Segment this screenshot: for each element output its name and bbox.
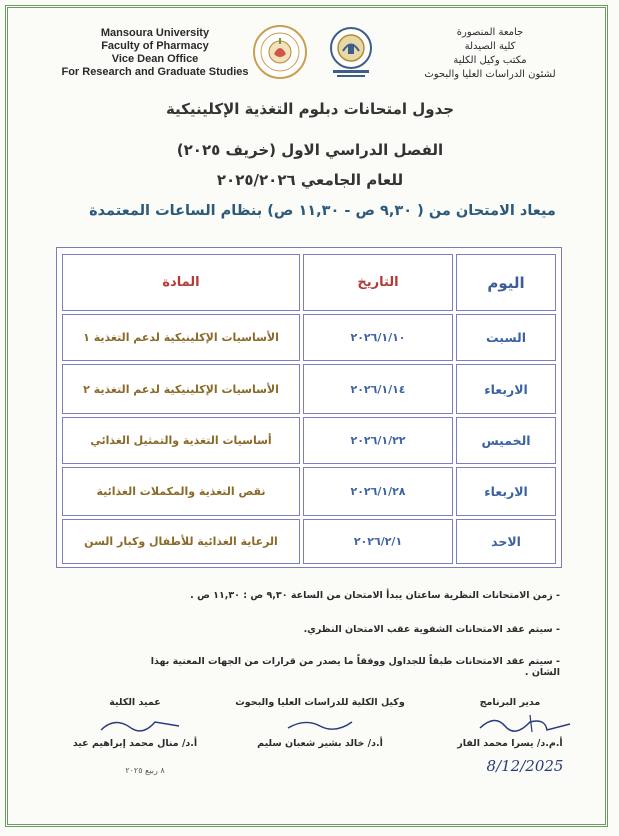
header-english bbox=[60, 27, 250, 79]
doc-title: جدول امتحانات دبلوم التغذية الإكلينيكية bbox=[165, 100, 455, 118]
cell-day: الاربعاء bbox=[456, 364, 556, 414]
signature-name-program-director: أ.م.د/ يسرا محمد الفار bbox=[457, 738, 563, 749]
signature-name-dean: أ.د/ منال محمد إبراهيم عيد bbox=[72, 738, 198, 749]
table-header-row bbox=[62, 254, 556, 311]
header-date: التاريخ bbox=[303, 254, 453, 311]
table-row bbox=[62, 519, 556, 564]
handwritten-note: ٨ ربيع ٢٠٢٥ bbox=[125, 766, 165, 775]
signature-scribble bbox=[95, 712, 185, 736]
handwritten-date: 8/12/2025 bbox=[486, 757, 564, 775]
table-row bbox=[62, 417, 556, 464]
table-row bbox=[62, 467, 556, 516]
note-item: - زمن الامتحانات النظرية ساعتان يبدأ الامتحان من الساعة ٩,٣٠ ص : ١١,٣٠ ص . bbox=[190, 590, 560, 601]
cell-date: ٢٠٢٦/١/١٤ bbox=[303, 364, 453, 414]
cell-subject: أساسيات التغذية والتمثيل الغذائي bbox=[62, 417, 300, 464]
header-subject: المادة bbox=[62, 254, 300, 311]
header-en-line: Mansoura University bbox=[100, 27, 210, 39]
signature-title-vice-dean: وكيل الكلية للدراسات العليا والبحوث bbox=[235, 697, 405, 708]
header-ar-line: مكتب وكيل الكلية bbox=[453, 55, 527, 66]
signature-title-program-director: مدير البرنامج bbox=[479, 697, 541, 708]
header-en-line: Faculty of Pharmacy bbox=[101, 40, 209, 52]
header-ar-line: كلية الصيدلة bbox=[464, 41, 516, 52]
cell-date: ٢٠٢٦/١/١٠ bbox=[303, 314, 453, 361]
cell-day: الاربعاء bbox=[456, 467, 556, 516]
header-ar-line: جامعة المنصورة bbox=[456, 27, 524, 38]
header-en-line: Vice Dean Office bbox=[111, 53, 199, 65]
signature-name-vice-dean: أ.د/ خالد بشير شعبان سليم bbox=[257, 738, 383, 749]
note-item: - سيتم عقد الامتحانات الشفوية عقب الامتحان النظري. bbox=[303, 624, 560, 635]
header-en-line: For Research and Graduate Studies bbox=[61, 66, 249, 78]
note-item: - سيتم عقد الامتحانات طبقاً للجداول ووفقاً ما يصدر من قرارات من الجهات المعنية بهذا الشان . bbox=[150, 656, 560, 678]
cell-subject: الأساسيات الإكلينيكية لدعم التغذية ٢ bbox=[62, 364, 300, 414]
table-row bbox=[62, 314, 556, 361]
cell-day: الاحد bbox=[456, 519, 556, 564]
exam-time: ميعاد الامتحان من ( ٩,٣٠ ص - ١١,٣٠ ص) بنظام الساعات المعتمدة bbox=[89, 203, 556, 219]
exam-schedule-table bbox=[56, 247, 562, 568]
signature-scribble bbox=[475, 710, 575, 736]
cell-day: السبت bbox=[456, 314, 556, 361]
cell-subject: الأساسيات الإكلينيكية لدعم التغذية ١ bbox=[62, 314, 300, 361]
society-logo bbox=[252, 24, 308, 80]
semester-title: الفصل الدراسي الاول (خريف ٢٠٢٥) bbox=[176, 141, 444, 159]
faculty-logo bbox=[323, 24, 379, 80]
header-arabic bbox=[420, 26, 560, 82]
signature-scribble bbox=[280, 712, 360, 736]
cell-date: ٢٠٢٦/٢/١ bbox=[303, 519, 453, 564]
header-ar-line: لشئون الدراسات العليا والبحوث bbox=[424, 69, 556, 80]
cell-subject: نقص التغذية والمكملات الغذائية bbox=[62, 467, 300, 516]
table-row bbox=[62, 364, 556, 414]
cell-date: ٢٠٢٦/١/٢٨ bbox=[303, 467, 453, 516]
academic-year: للعام الجامعي ٢٠٢٥/٢٠٢٦ bbox=[216, 171, 404, 189]
cell-subject: الرعاية الغذائية للأطفال وكبار السن bbox=[62, 519, 300, 564]
header-day: اليوم bbox=[456, 254, 556, 311]
signature-title-dean: عميد الكلية bbox=[109, 697, 161, 708]
cell-day: الخميس bbox=[456, 417, 556, 464]
cell-date: ٢٠٢٦/١/٢٢ bbox=[303, 417, 453, 464]
